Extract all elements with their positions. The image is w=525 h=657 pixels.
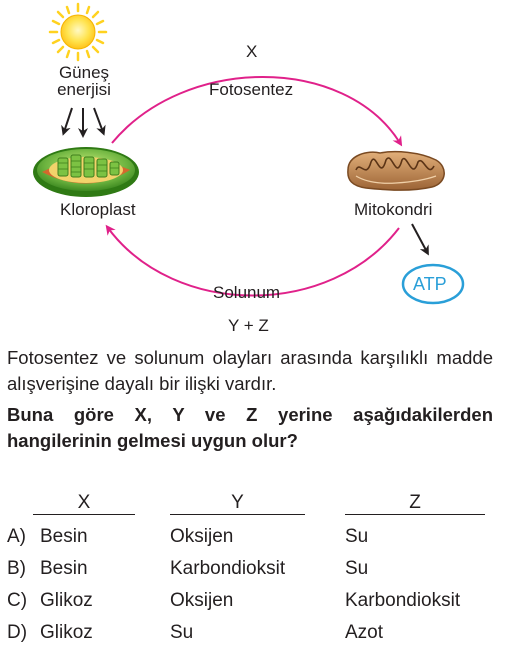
option-c-z: Karbondioksit <box>345 590 461 611</box>
column-header-y: Y <box>170 492 305 515</box>
question-prompt: Buna göre X, Y ve Z yerine aşağıdakilerden hangilerinin gelmesi uygun olur? <box>7 404 493 451</box>
option-d-letter[interactable]: D) <box>7 622 28 643</box>
mitochondria-illustration <box>348 152 444 190</box>
option-b-y: Karbondioksit <box>170 558 286 579</box>
column-header-x: X <box>33 492 135 515</box>
option-a-letter[interactable]: A) <box>7 526 26 547</box>
question-statement: Fotosentez ve solunum olayları arasında karşılıklı madde alışverişine dayalı bir ilişki vardır. <box>7 347 493 394</box>
option-d-x: Glikoz <box>40 622 93 643</box>
column-header-z: Z <box>345 492 485 515</box>
variable-x-label: X <box>246 42 258 61</box>
option-c-y: Oksijen <box>170 590 234 611</box>
sun-icon <box>50 4 106 60</box>
sun-energy-label-line1: Güneş <box>58 63 110 82</box>
option-a-y: Oksijen <box>170 526 234 547</box>
variables-yz-label: Y + Z <box>228 316 269 335</box>
option-a-x: Besin <box>40 526 88 547</box>
chloroplast-label: Kloroplast <box>60 200 136 219</box>
option-d-z: Azot <box>345 622 384 643</box>
chloroplast-illustration <box>33 147 139 197</box>
option-d-y: Su <box>170 622 194 643</box>
sun-energy-label-line2: enerjisi <box>57 80 111 99</box>
atp-arrow <box>412 224 427 252</box>
option-a-z: Su <box>345 526 369 547</box>
sun-energy-arrows <box>64 108 103 134</box>
atp-label: ATP <box>413 274 447 294</box>
option-c-x: Glikoz <box>40 590 93 611</box>
option-b-x: Besin <box>40 558 88 579</box>
option-b-letter[interactable]: B) <box>7 558 26 579</box>
mitochondria-label: Mitokondri <box>354 200 433 219</box>
photosynthesis-label: Fotosentez <box>209 80 294 99</box>
option-c-letter[interactable]: C) <box>7 590 28 611</box>
sun-energy-label <box>54 64 114 98</box>
option-b-z: Su <box>345 558 369 579</box>
respiration-label: Solunum <box>213 283 281 302</box>
